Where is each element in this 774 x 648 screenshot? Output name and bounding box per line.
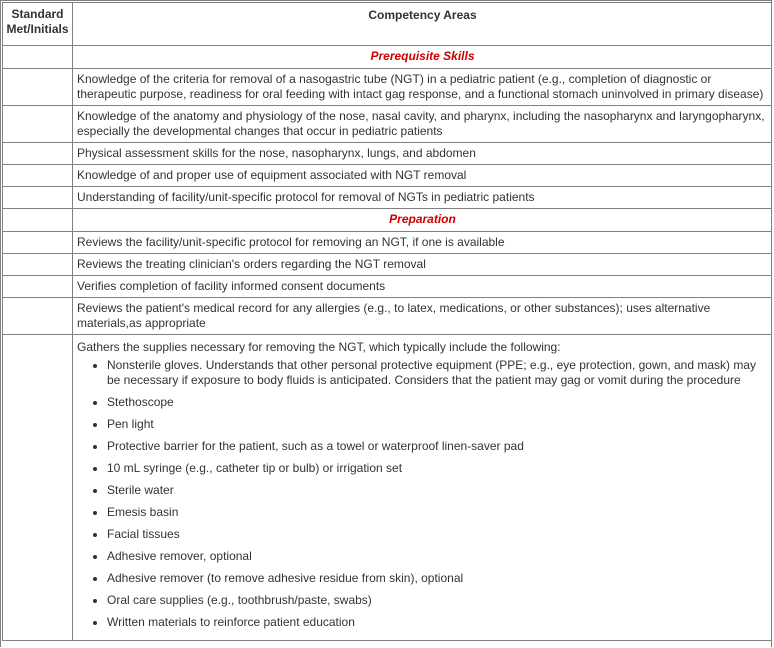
header-row bbox=[3, 3, 773, 46]
section-title-preparation: Preparation bbox=[73, 209, 773, 232]
competency-item: Physical assessment skills for the nose, nasopharynx, lungs, and abdomen bbox=[73, 143, 773, 165]
table-row bbox=[3, 232, 773, 254]
initials-cell[interactable] bbox=[3, 298, 73, 335]
competency-item: Reviews the patient's medical record for any allergies (e.g., to latex, medications, or other substances); uses alternative materials,as appropriate bbox=[73, 298, 773, 335]
competency-item: Reviews the treating clinician's orders regarding the NGT removal bbox=[73, 254, 773, 276]
table-row bbox=[3, 298, 773, 335]
competency-item: Reviews the facility/unit-specific protocol for removing an NGT, if one is available bbox=[73, 232, 773, 254]
list-item: • Adhesive remover (to remove adhesive residue from skin), optional bbox=[107, 571, 768, 586]
initials-cell[interactable] bbox=[3, 69, 73, 106]
table-row bbox=[3, 187, 773, 209]
list-item: • Pen light bbox=[107, 417, 768, 432]
table-row bbox=[3, 254, 773, 276]
supplies-list bbox=[77, 358, 768, 630]
table-row bbox=[3, 143, 773, 165]
section-row bbox=[3, 46, 773, 69]
header-competency-areas: Competency Areas bbox=[73, 3, 773, 46]
header-standard-met: Standard Met/Initials bbox=[3, 3, 73, 46]
initials-cell[interactable] bbox=[3, 209, 73, 232]
section-title-prerequisite-skills: Prerequisite Skills bbox=[73, 46, 773, 69]
table-row bbox=[3, 106, 773, 143]
list-item: • Oral care supplies (e.g., toothbrush/paste, swabs) bbox=[107, 593, 768, 608]
initials-cell[interactable] bbox=[3, 232, 73, 254]
initials-cell[interactable] bbox=[3, 165, 73, 187]
supplies-intro: Gathers the supplies necessary for removing the NGT, which typically include the following: bbox=[77, 340, 561, 354]
initials-cell[interactable] bbox=[3, 254, 73, 276]
initials-cell[interactable] bbox=[3, 106, 73, 143]
list-item: • Facial tissues bbox=[107, 527, 768, 542]
competency-item: Knowledge of the criteria for removal of a nasogastric tube (NGT) in a pediatric patient (e.g., completion of diagnostic or therapeutic purpose, readiness for oral feeding with intact gag response, and a functional stomach uninvolved in primary disease) bbox=[73, 69, 773, 106]
initials-cell[interactable] bbox=[3, 187, 73, 209]
list-item: • Adhesive remover, optional bbox=[107, 549, 768, 564]
section-row bbox=[3, 209, 773, 232]
list-item: • 10 mL syringe (e.g., catheter tip or bulb) or irrigation set bbox=[107, 461, 768, 476]
initials-cell[interactable] bbox=[3, 46, 73, 69]
competency-item: Knowledge of the anatomy and physiology of the nose, nasal cavity, and pharynx, including the nasopharynx and laryngopharynx, especially the developmental changes that occur in pediatric patients bbox=[73, 106, 773, 143]
competency-item: Knowledge of and proper use of equipment associated with NGT removal bbox=[73, 165, 773, 187]
table-row bbox=[3, 276, 773, 298]
competency-item: Verifies completion of facility informed consent documents bbox=[73, 276, 773, 298]
list-item: • Nonsterile gloves. Understands that other personal protective equipment (PPE; e.g., eye protection, gown, and mask) may be necessary if exposure to body fluids is anticipated. Considers that the patient may gag or vomit during the procedure bbox=[107, 358, 768, 388]
initials-cell[interactable] bbox=[3, 276, 73, 298]
competency-item: Understanding of facility/unit-specific protocol for removal of NGTs in pediatric patients bbox=[73, 187, 773, 209]
table-row bbox=[3, 69, 773, 106]
list-item: • Protective barrier for the patient, such as a towel or waterproof linen-saver pad bbox=[107, 439, 768, 454]
competency-table bbox=[2, 2, 772, 641]
initials-cell[interactable] bbox=[3, 335, 73, 641]
table-row bbox=[3, 335, 773, 641]
table-row bbox=[3, 165, 773, 187]
list-item: • Written materials to reinforce patient education bbox=[107, 615, 768, 630]
list-item: • Stethoscope bbox=[107, 395, 768, 410]
supplies-item bbox=[73, 335, 773, 641]
initials-cell[interactable] bbox=[3, 143, 73, 165]
list-item: • Emesis basin bbox=[107, 505, 768, 520]
list-item: • Sterile water bbox=[107, 483, 768, 498]
